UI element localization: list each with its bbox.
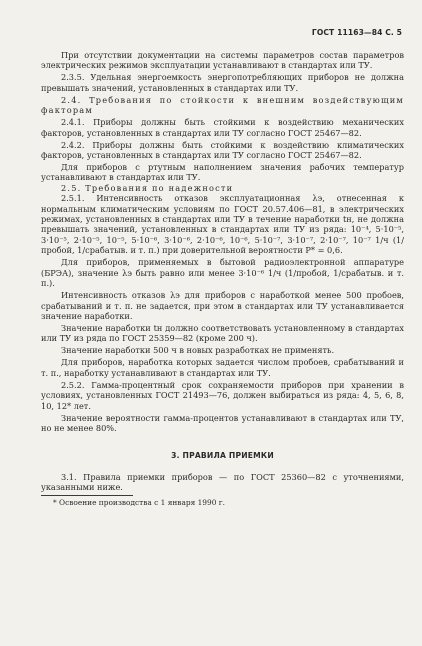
paragraph: Значение вероятности гамма-процентов устанавливают в стандартах или ТУ, но не менее 80%. <box>41 412 404 433</box>
running-head: ГОСТ 11163—84 С. 5 <box>311 28 402 37</box>
paragraph: Интенсивность отказов λэ для приборов с наработкой менее 500 пробоев, срабатываний и т. п. не задается, при этом в стандартах или ТУ устанавливается значение наработки. <box>41 290 404 321</box>
paragraph: Для приборов, наработка которых задается числом пробоев, срабатываний и т. п., наработку устанавливают в стандартах или ТУ. <box>41 357 404 378</box>
paragraph: 3.1. Правила приемки приборов — по ГОСТ 25360—82 с уточнениями, указанными ниже. <box>41 471 404 493</box>
paragraph: Для приборов с ртутным наполнением значения рабочих температур устанавливают в стандартах или ТУ. <box>41 162 404 183</box>
section-title: 3. ПРАВИЛА ПРИЕМКИ <box>171 451 274 461</box>
paragraph: 2.4.2. Приборы должны быть стойкими к воздействию климатических факторов, установленных в стандартах или ТУ согласно ГОСТ 25467—82. <box>41 139 404 161</box>
subsection-heading: 2.5. Требования по надежности <box>61 182 234 193</box>
paragraph: 2.5.1. Интенсивность отказов эксплуатационная λэ, отнесенная к нормальным климатическим условиям по ГОСТ 20.57.406—81, в электрических режимах, установленных в стандартах или ТУ в течение наработки tн, не должна превышать значений, установленных в стандартах или ТУ из ряда: 10⁻⁴, 5·10⁻⁵, 3·10⁻⁵, 2·10⁻⁵, 10⁻⁵, 5·10⁻⁶, 3·10⁻⁶, 2·10⁻⁶, 10⁻⁶, 5·10⁻⁷, 3·10⁻⁷, 2·10⁻⁷, 10⁻⁷ 1/ч (1/пробой, 1/срабатыв. и т. п.) при доверительной вероятности P* = 0,6. <box>41 193 404 256</box>
paragraph: Для приборов, применяемых в бытовой радиоэлектронной аппаратуре (БРЭА), значение λэ быть равно или менее 3·10⁻⁶ 1/ч (1/пробой, 1/срабатыв. и т. п.). <box>41 257 404 289</box>
paragraph: Значение наработки tн должно соответствовать установленному в стандартах или ТУ из ряда по ГОСТ 25359—82 (кроме 200 ч). <box>41 322 404 344</box>
footnote: * Освоение производства с 1 января 1990 г. <box>53 497 225 507</box>
document-body <box>41 50 404 507</box>
paragraph: Значение наработки 500 ч в новых разработках не применять. <box>61 345 335 356</box>
paragraph: 2.5.2. Гамма-процентный срок сохраняемости приборов при хранении в условиях, установленных ГОСТ 21493—76, должен выбираться из ряда: 4, 5, 6, 8, 10, 12* лет. <box>41 379 404 411</box>
paragraph: 2.4.1. Приборы должны быть стойкими к воздействию механических факторов, установленных в стандартах или ТУ согласно ГОСТ 25467—82. <box>41 117 404 138</box>
subsection-heading: 2.4. Требования по стойкости к внешним воздействующим факторам <box>41 94 404 116</box>
footnote-rule <box>41 495 133 496</box>
paragraph: 2.3.5. Удельная энергоемкость энергопотребляющих приборов не должна превышать значений, установленных в стандартах или ТУ. <box>41 72 404 93</box>
paragraph: При отсутствии документации на системы параметров состав параметров электрических режимов эксплуатации устанавливают в стандартах или ТУ. <box>41 50 404 71</box>
